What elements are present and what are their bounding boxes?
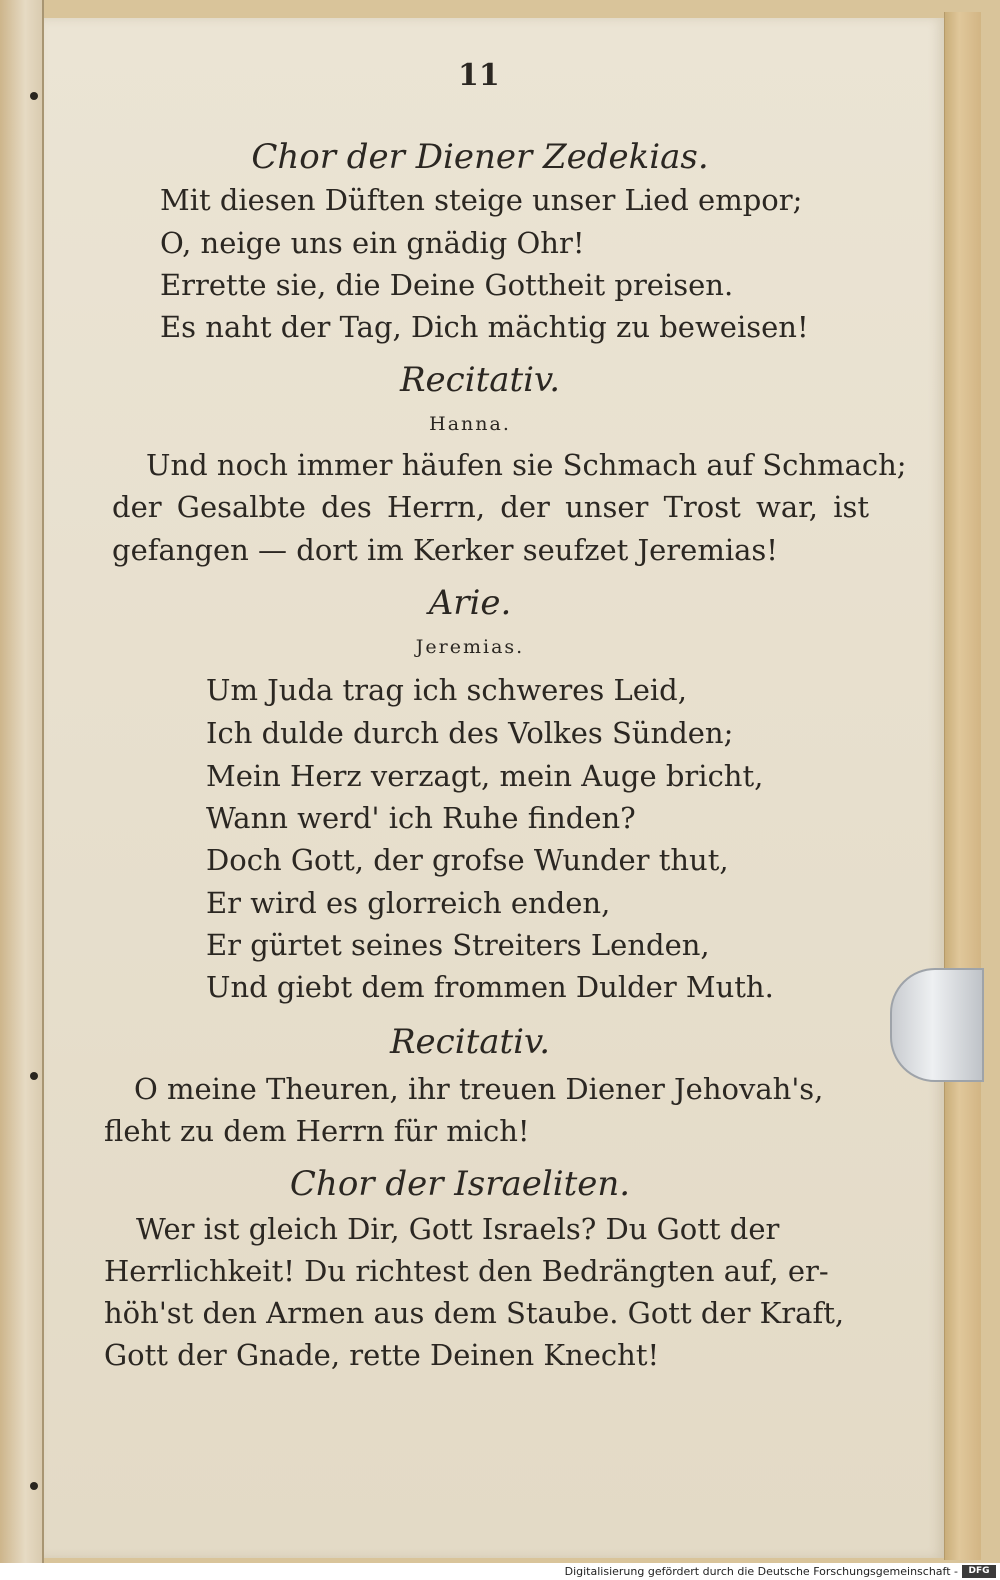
page-number: 11 bbox=[458, 58, 500, 93]
speaker-name: Hanna. bbox=[429, 413, 511, 435]
digitization-footer bbox=[0, 1563, 1000, 1580]
verse-line: Ich dulde durch des Volkes Sünden; bbox=[206, 716, 734, 750]
verse-line: Errette sie, die Deine Gottheit preisen. bbox=[160, 268, 734, 302]
binding-hole bbox=[30, 1072, 38, 1080]
verse-line: Wann werd' ich Ruhe finden? bbox=[206, 801, 636, 835]
verse-line: O, neige uns ein gnädig Ohr! bbox=[160, 226, 585, 260]
footer-attribution: Digitalisierung gefördert durch die Deutsche Forschungsgemeinschaft - bbox=[564, 1565, 958, 1578]
verse-line: Es naht der Tag, Dich mächtig zu beweisen! bbox=[160, 310, 809, 344]
binding-hole bbox=[30, 1482, 38, 1490]
prose-line: der Gesalbte des Herrn, der unser Trost war, ist bbox=[112, 490, 870, 524]
section-heading-recitativ: Recitativ. bbox=[399, 360, 561, 400]
prose-line: fleht zu dem Herrn für mich! bbox=[104, 1114, 530, 1148]
prose-line: höh'st den Armen aus dem Staube. Gott der Kraft, bbox=[104, 1296, 845, 1330]
dfg-logo: DFG bbox=[962, 1565, 996, 1578]
section-heading-chor-israeliten: Chor der Israeliten. bbox=[289, 1164, 631, 1204]
prose-line: Gott der Gnade, rette Deinen Knecht! bbox=[104, 1338, 660, 1372]
verse-line: Er gürtet seines Streiters Lenden, bbox=[206, 928, 710, 962]
verse-line: Mit diesen Düften steige unser Lied empor; bbox=[160, 183, 803, 217]
speaker-name: Jeremias. bbox=[415, 636, 525, 658]
prose-line: gefangen — dort im Kerker seufzet Jeremias! bbox=[112, 533, 778, 567]
prose-line: Und noch immer häufen sie Schmach auf Schmach; bbox=[146, 448, 907, 482]
verse-line: Mein Herz verzagt, mein Auge bricht, bbox=[206, 759, 764, 793]
prose-line: Wer ist gleich Dir, Gott Israels? Du Gott der bbox=[136, 1212, 780, 1246]
binding-hole bbox=[30, 92, 38, 100]
verse-line: Er wird es glorreich enden, bbox=[206, 886, 611, 920]
section-heading-recitativ: Recitativ. bbox=[389, 1022, 551, 1062]
section-heading-chor-zedekias: Chor der Diener Zedekias. bbox=[251, 137, 709, 177]
verse-line: Um Juda trag ich schweres Leid, bbox=[206, 673, 687, 707]
section-heading-arie: Arie. bbox=[428, 583, 512, 623]
prose-line: Herrlichkeit! Du richtest den Bedrängten auf, er- bbox=[104, 1254, 829, 1288]
verse-line: Doch Gott, der grofse Wunder thut, bbox=[206, 843, 729, 877]
right-page-edge bbox=[944, 12, 981, 1560]
prose-line: O meine Theuren, ihr treuen Diener Jehovah's, bbox=[134, 1072, 824, 1106]
verse-line: Und giebt dem frommen Dulder Muth. bbox=[206, 970, 774, 1004]
left-page-edge bbox=[0, 0, 44, 1565]
